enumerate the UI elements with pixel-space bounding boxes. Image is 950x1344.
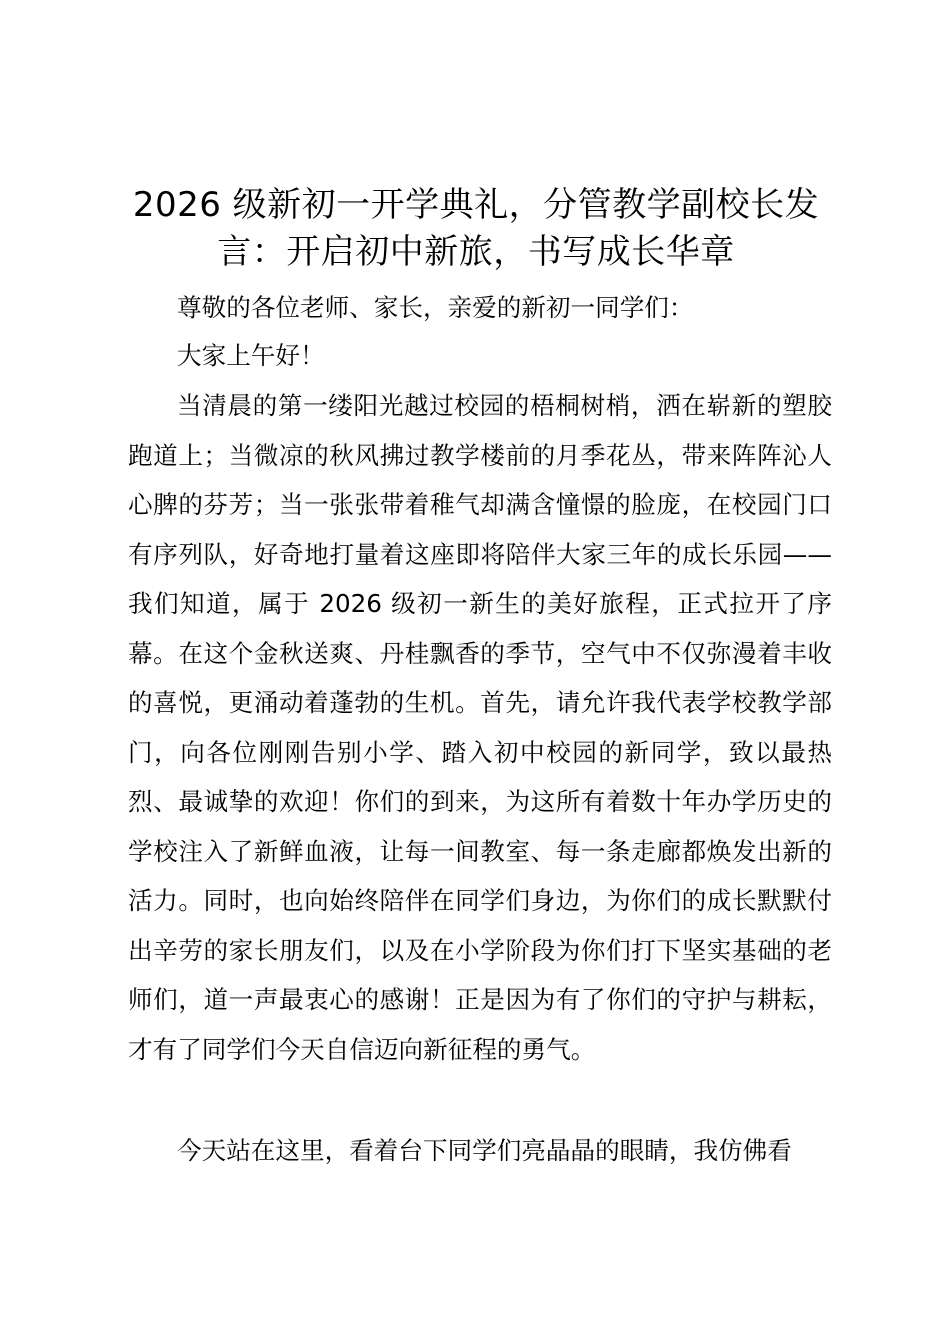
body-paragraph: 今天站在这里，看着台下同学们亮晶晶的眼睛，我仿佛看 [177,1136,792,1165]
salutation-paragraph: 尊敬的各位老师、家长，亲爱的新初一同学们： [177,293,694,322]
body-paragraph: 当清晨的第一缕阳光越过校园的梧桐树梢，洒在崭新的塑胶跑道上；当微凉的秋风拂过教学楼前的月季花丛，带来阵阵沁人心脾的芬芳；当一张张带着稚气却满含憧憬的脸庞，在校园门口有序列队，好奇地打量着这座即将陪伴大家三年的成长乐园——我们知道，属于 2026 级初一新生的美好旅程，正式拉开了序幕。在这个金秋送爽、丹桂飘香的季节，空气中不仅弥漫着丰收的喜悦，更涌动着蓬勃的生机。首先，请允许我代表学校教学部门，向各位刚刚告别小学、踏入初中校园的新同学，致以最热烈、最诚挚的欢迎！你们的到来，为这所有着数十年办学历史的学校注入了新鲜血液，让每一间教室、每一条走廊都焕发出新的活力。同时，也向始终陪伴在同学们身边，为你们的成长默默付出辛劳的家长朋友们，以及在小学阶段为你们打下坚实基础的老师们，道一声最衷心的感谢！正是因为有了你们的守护与耕耘，才有了同学们今天自信迈向新征程的勇气。 [128,391,832,1064]
document-title: 2026 级新初一开学典礼，分管教学副校长发言：开启初中新旅，书写成长华章 [132,185,820,272]
greeting-paragraph: 大家上午好！ [177,341,325,370]
